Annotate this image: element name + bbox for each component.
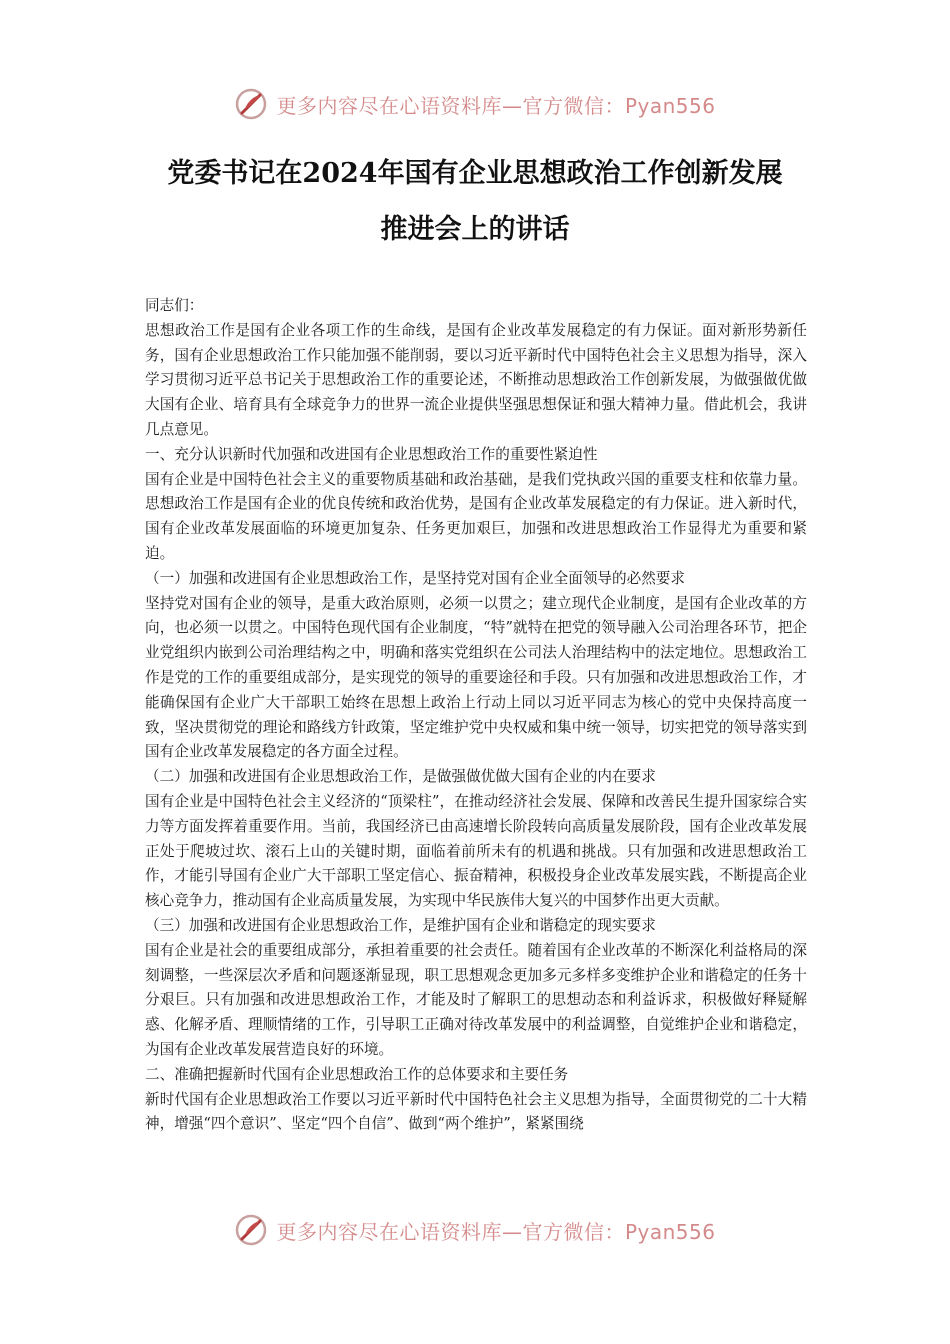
title-line-1: 党委书记在2024年国有企业思想政治工作创新发展 <box>167 158 783 189</box>
document-title <box>60 146 890 258</box>
section-heading: 一、充分认识新时代加强和改进国有企业思想政治工作的重要性紧迫性 <box>145 445 598 463</box>
quill-logo-icon <box>234 1213 268 1247</box>
paragraph: 国有企业是社会的重要组成部分，承担着重要的社会责任。随着国有企业改革的不断深化利益格局的深刻调整，一些深层次矛盾和问题逐渐显现，职工思想观念更加多元多样多变维护企业和谐稳定的任务十分艰巨。只有加强和改进思想政治工作，才能及时了解职工的思想动态和利益诉求，积极做好释疑解惑、化解矛盾、理顺情绪的工作，引导职工正确对待改革发展中的利益调整，自觉维护企业和谐稳定，为国有企业改革发展营造良好的环境。 <box>145 941 807 1058</box>
document-body <box>145 294 807 1137</box>
banner-text: 更多内容尽在心语资料库—官方微信：Pyan556 <box>276 1219 716 1244</box>
subsection-heading: （三）加强和改进国有企业思想政治工作，是维护国有企业和谐稳定的现实要求 <box>145 916 656 934</box>
header-watermark-banner <box>0 84 950 124</box>
paragraph: 新时代国有企业思想政治工作要以习近平新时代中国特色社会主义思想为指导，全面贯彻党的二十大精神，增强“四个意识”、坚定“四个自信”、做到“两个维护”，紧紧围绕 <box>145 1090 807 1133</box>
paragraph: 同志们： <box>145 297 204 314</box>
paragraph: 国有企业是中国特色社会主义的重要物质基础和政治基础，是我们党执政兴国的重要支柱和依靠力量。思想政治工作是国有企业的优良传统和政治优势，是国有企业改革发展稳定的有力保证。进入新时代，国有企业改革发展面临的环境更加复杂、任务更加艰巨，加强和改进思想政治工作显得尤为重要和紧迫。 <box>145 470 807 562</box>
quill-logo-icon <box>234 87 268 121</box>
section-heading: 二、准确把握新时代国有企业思想政治工作的总体要求和主要任务 <box>145 1065 569 1083</box>
subsection-heading: （一）加强和改进国有企业思想政治工作，是坚持党对国有企业全面领导的必然要求 <box>145 569 685 587</box>
title-line-2: 推进会上的讲话 <box>380 214 570 245</box>
paragraph: 思想政治工作是国有企业各项工作的生命线，是国有企业改革发展稳定的有力保证。面对新形势新任务，国有企业思想政治工作只能加强不能削弱，要以习近平新时代中国特色社会主义思想为指导，深入学习贯彻习近平总书记关于思想政治工作的重要论述，不断推动思想政治工作创新发展，为做强做优做大国有企业、培育具有全球竞争力的世界一流企业提供坚强思想保证和强大精神力量。借此机会，我讲几点意见。 <box>145 321 807 438</box>
paragraph: 坚持党对国有企业的领导，是重大政治原则，必须一以贯之；建立现代企业制度，是国有企业改革的方向，也必须一以贯之。中国特色现代国有企业制度，“特”就特在把党的领导融入公司治理各环节，把企业党组织内嵌到公司治理结构之中，明确和落实党组织在公司法人治理结构中的法定地位。思想政治工作是党的工作的重要组成部分，是实现党的领导的重要途径和手段。只有加强和改进思想政治工作，才能确保国有企业广大干部职工始终在思想上政治上行动上同以习近平同志为核心的党中央保持高度一致，坚决贯彻党的理论和路线方针政策，坚定维护党中央权威和集中统一领导，切实把党的领导落实到国有企业改革发展稳定的各方面全过程。 <box>145 594 807 761</box>
footer-watermark-banner <box>0 1210 950 1250</box>
banner-text: 更多内容尽在心语资料库—官方微信：Pyan556 <box>276 93 716 118</box>
paragraph: 国有企业是中国特色社会主义经济的“顶梁柱”，在推动经济社会发展、保障和改善民生提升国家综合实力等方面发挥着重要作用。当前，我国经济已由高速增长阶段转向高质量发展阶段，国有企业改革发展正处于爬坡过坎、滚石上山的关键时期，面临着前所未有的机遇和挑战。只有加强和改进思想政治工作，才能引导国有企业广大干部职工坚定信心、振奋精神，积极投身企业改革发展实践，不断提高企业核心竞争力，推动国有企业高质量发展，为实现中华民族伟大复兴的中国梦作出更大贡献。 <box>145 792 807 910</box>
subsection-heading: （二）加强和改进国有企业思想政治工作，是做强做优做大国有企业的内在要求 <box>145 768 656 786</box>
